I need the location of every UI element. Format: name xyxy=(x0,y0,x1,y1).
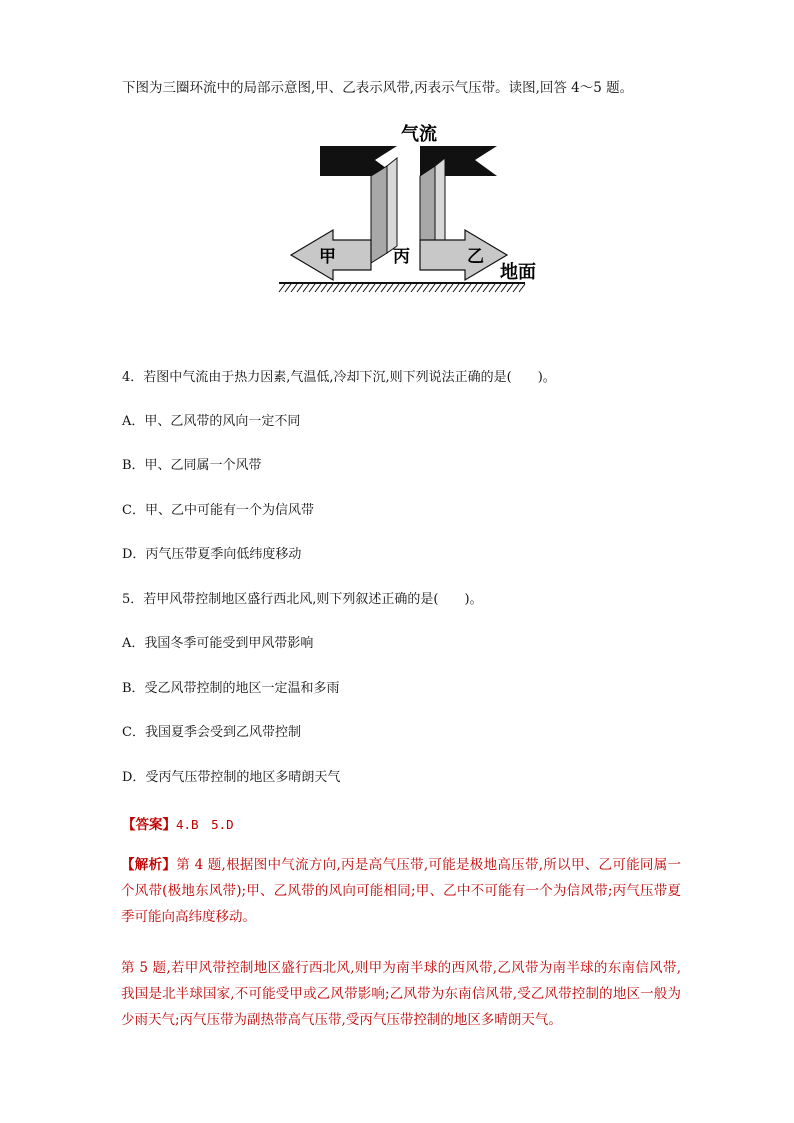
q4-stem: 4．若图中气流由于热力因素,气温低,冷却下沉,则下列说法正确的是( )。 xyxy=(122,370,556,385)
q5-option-a: A．我国冬季可能受到甲风带影响 xyxy=(122,636,314,651)
q4-option-a: A．甲、乙风带的风向一定不同 xyxy=(122,414,301,429)
label-jia: 甲 xyxy=(319,247,336,267)
ground-line xyxy=(279,282,525,284)
q5-option-b: B．受乙风带控制的地区一定温和多雨 xyxy=(122,681,340,696)
three-cell-circulation-diagram xyxy=(275,118,545,298)
analysis-text-1: 第 4 题,根据图中气流方向,丙是高气压带,可能是极地高压带,所以甲、乙可能同属一个风带(极地东风带);甲、乙风带的风向可能相同;甲、乙中不可能有一个为信风带;丙气压带夏季可能向高纬度移动。 xyxy=(121,857,682,925)
q4-option-d: D．丙气压带夏季向低纬度移动 xyxy=(122,547,302,562)
label-ground: 地面 xyxy=(500,262,536,283)
answer-value: 4.B 5.D xyxy=(176,817,234,832)
q4-option-c: C．甲、乙中可能有一个为信风带 xyxy=(122,503,314,518)
q4-option-b: B．甲、乙同属一个风带 xyxy=(122,458,262,473)
answer-line xyxy=(122,815,234,835)
answer-tag: 【答案】 xyxy=(122,817,176,833)
q5-option-c: C．我国夏季会受到乙风带控制 xyxy=(122,725,301,740)
left-column xyxy=(371,166,387,263)
analysis-paragraph-1 xyxy=(121,852,681,930)
analysis-paragraph-2: 第 5 题,若甲风带控制地区盛行西北风,则甲为南半球的西风带,乙风带为南半球的东南信风带,我国是北半球国家,不可能受甲或乙风带影响;乙风带为东南信风带,受乙风带控制的地区一般为少雨天气;丙气压带为副热带高气压带,受丙气压带控制的地区多晴朗天气。 xyxy=(121,960,681,1028)
q5-option-d: D．受丙气压带控制的地区多晴朗天气 xyxy=(122,770,341,785)
label-bing: 丙 xyxy=(393,247,410,267)
q5-stem: 5．若甲风带控制地区盛行西北风,则下列叙述正确的是( )。 xyxy=(122,592,483,607)
intro-text: 下图为三圈环流中的局部示意图,甲、乙表示风带,丙表示气压带。读图,回答 4～5 题。 xyxy=(122,80,634,96)
ground-hatch xyxy=(279,284,525,292)
label-airflow: 气流 xyxy=(401,124,437,145)
label-yi: 乙 xyxy=(467,247,484,267)
analysis-tag: 【解析】 xyxy=(121,857,177,873)
